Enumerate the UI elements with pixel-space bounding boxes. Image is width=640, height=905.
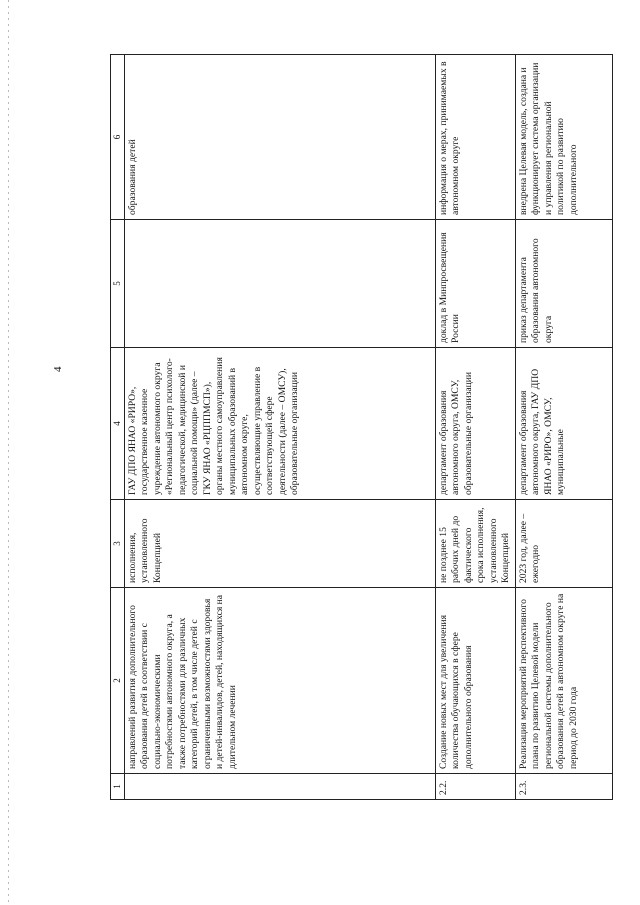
header-cell-3: 3 (111, 500, 125, 588)
deadline-cell: не позднее 15 рабочих дней до фактического срока исполнения, установленного Концепцией (435, 500, 515, 588)
activity-cell: Создание новых мест для увеличения количества обучающихся в сфере дополнительного образования (435, 588, 515, 774)
table-row (124, 55, 435, 800)
activity-cell: направлений развития дополнительного образования детей в соответствии с социально-экономическими потребностями автономного округа, а также потребностями для различных категорий детей, в том числе детей с ограниченными возможностями здоровья и детей-инвалидов, детей, находящихся на длительном лечении (124, 588, 435, 774)
rotated-table-wrapper (110, 55, 590, 800)
result-cell: образования детей (124, 55, 435, 220)
table-row (435, 55, 515, 800)
executors-cell: департамент образования автономного округа, ГАУ ДПО ЯНАО «РИРО», ОМСУ, муниципальные (515, 348, 612, 500)
row-number: 2.2. (435, 774, 515, 800)
header-cell-1: 1 (111, 774, 125, 800)
document-cell (124, 220, 435, 348)
activity-cell: Реализация мероприятий перспективного плана по развитию Целевой модели региональной системы дополнительного образования детей в автономном округе на период до 2030 года (515, 588, 612, 774)
row-number: 2.3. (515, 774, 612, 800)
header-cell-4: 4 (111, 348, 125, 500)
header-row (111, 55, 125, 800)
header-cell-5: 5 (111, 220, 125, 348)
result-cell: информация о мерах, принимаемых в автономном округе (435, 55, 515, 220)
result-cell: внедрена Целевая модель, создана и функционирует система организации и управления региональной политикой по развитию дополнительного (515, 55, 612, 220)
document-cell: доклад в Минпросвещения России (435, 220, 515, 348)
executors-cell: департамент образования автономного округа, ОМСУ, образовательные организации (435, 348, 515, 500)
deadline-cell: исполнения, установленного Концепцией (124, 500, 435, 588)
executors-cell: ГАУ ДПО ЯНАО «РИРО», государственное казенное учреждение автономного округа «Региональный центр психолого-педагогической, медицинской и социальной помощи» (далее – ГКУ ЯНАО «РЦППМСП»), органы местного самоуправления муниципальных образований в автономном округе, осуществляющие управление в соответствующей сфере деятельности (далее – ОМСУ), образовательные организации (124, 348, 435, 500)
table-row (515, 55, 612, 800)
header-cell-2: 2 (111, 588, 125, 774)
plan-table (110, 54, 613, 800)
deadline-cell: 2023 год, далее – ежегодно (515, 500, 612, 588)
row-number (124, 774, 435, 800)
document-cell: приказ департамента образования автономного округа (515, 220, 612, 348)
page-number: 4 (52, 366, 64, 372)
header-cell-6: 6 (111, 55, 125, 220)
scan-edge-marks (8, 0, 9, 905)
